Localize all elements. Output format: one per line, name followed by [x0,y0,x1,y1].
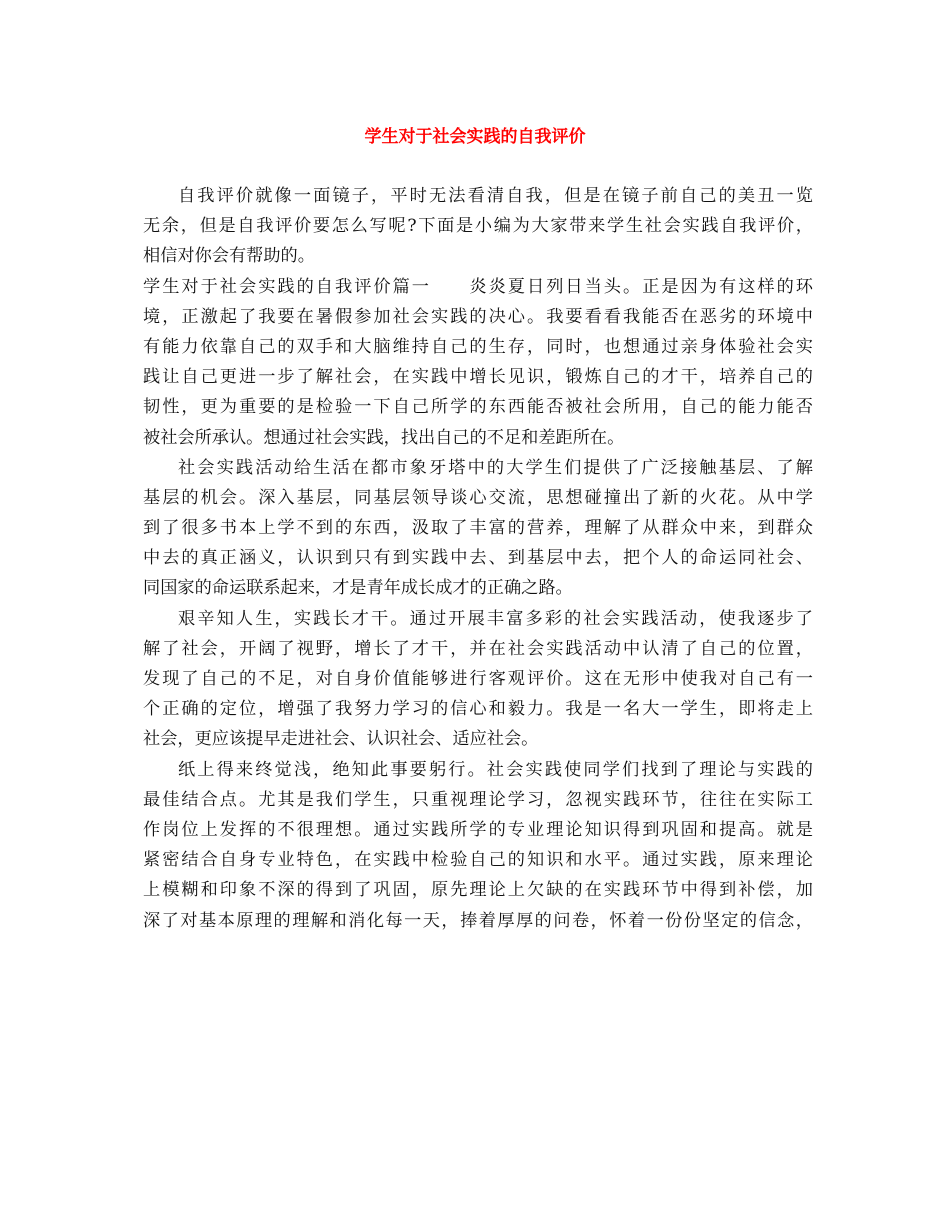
text-line: 紧密结合自身专业特色，在实践中检验自己的知识和水平。通过实践，原来理论 [143,850,813,871]
text-line: 韧性，更为重要的是检验一下自己所学的东西能否被社会所用，自己的能力能否 [143,397,813,418]
text-line: 艰辛知人生，实践长才干。通过开展丰富多彩的社会实践活动，使我逐步了 [178,608,813,629]
text-line: 基层的机会。深入基层，同基层领导谈心交流，思想碰撞出了新的火花。从中学 [143,487,813,508]
text-line: 无余，但是自我评价要怎么写呢?下面是小编为大家带来学生社会实践自我评价， [143,216,813,237]
text-line: 纸上得来终觉浅，绝知此事要躬行。社会实践使同学们找到了理论与实践的 [178,759,813,780]
document-title: 学生对于社会实践的自我评价 [364,127,586,147]
text-line: 践让自己更进一步了解社会，在实践中增长见识，锻炼自己的才干，培养自己的 [143,367,813,388]
text-line: 被社会所承认。想通过社会实践，找出自己的不足和差距所在。 [143,427,625,448]
text-line: 自我评价就像一面镜子，平时无法看清自我，但是在镜子前自己的美丑一览 [178,186,813,206]
text-line: 最佳结合点。尤其是我们学生，只重视理论学习，忽视实践环节，往往在实际工 [143,789,813,810]
text-line: 学生对于社会实践的自我评价篇一 炎炎夏日列日当头。正是因为有这样的环 [143,276,813,297]
text-line: 解了社会，开阔了视野，增长了才干，并在社会实践活动中认清了自己的位置， [143,638,813,659]
text-line: 社会，更应该提早走进社会、认识社会、适应社会。 [143,729,539,750]
text-line: 社会实践活动给生活在都市象牙塔中的大学生们提供了广泛接触基层、了解 [178,457,813,478]
text-line: 到了很多书本上学不到的东西，汲取了丰富的营养，理解了从群众中来，到群众 [143,518,813,539]
document-body [143,181,813,936]
text-line: 个正确的定位，增强了我努力学习的信心和毅力。我是一名大一学生，即将走上 [143,699,813,720]
text-line: 相信对你会有帮助的。 [143,246,315,267]
text-line: 发现了自己的不足，对自身价值能够进行客观评价。这在无形中使我对自己有一 [143,669,813,689]
text-line: 深了对基本原理的理解和消化每一天，捧着厚厚的问卷，怀着一份份坚定的信念， [143,910,813,931]
text-line: 有能力依靠自己的双手和大脑维持自己的生存，同时，也想通过亲身体验社会实 [143,336,813,357]
text-line: 境，正激起了我要在暑假参加社会实践的决心。我要看看我能否在恶劣的环境中 [143,306,813,327]
text-line: 上模糊和印象不深的得到了巩固，原先理论上欠缺的在实践环节中得到补偿，加 [143,880,813,901]
text-line: 作岗位上发挥的不很理想。通过实践所学的专业理论知识得到巩固和提高。就是 [143,819,813,840]
text-line: 中去的真正涵义，认识到只有到实践中去、到基层中去，把个人的命运同社会、 [143,548,813,569]
text-line: 同国家的命运联系起来，才是青年成长成才的正确之路。 [143,578,573,599]
